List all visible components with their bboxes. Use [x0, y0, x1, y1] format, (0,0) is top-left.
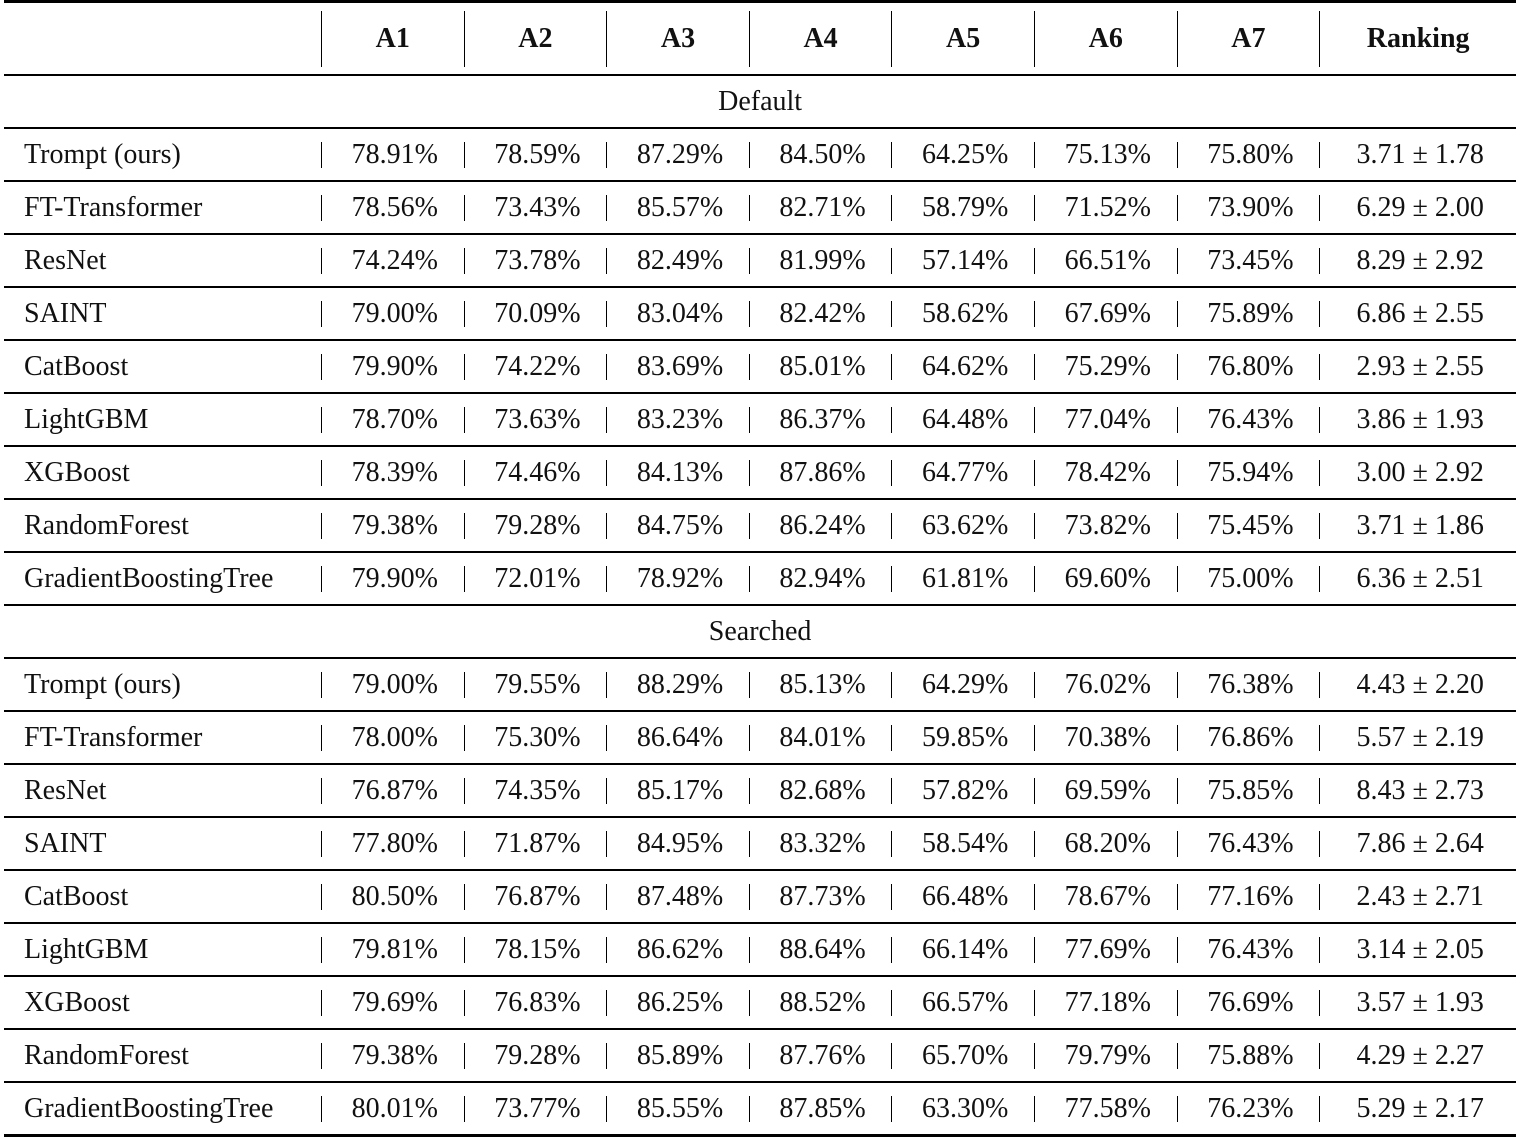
score-cell-a4: 82.68%: [749, 764, 892, 817]
score-cell-a1: 78.39%: [321, 446, 464, 499]
score-cell-a6: 77.69%: [1034, 923, 1177, 976]
score-cell-a4: 81.99%: [749, 234, 892, 287]
model-name: XGBoost: [24, 456, 130, 488]
model-name: CatBoost: [24, 350, 129, 382]
section-title: Searched: [4, 605, 1516, 658]
table-row: [4, 1029, 1516, 1082]
score-cell-a3: 85.57%: [606, 181, 749, 234]
score-cell-a5: 59.85%: [891, 711, 1034, 764]
section-header-row: [4, 75, 1516, 128]
score-cell-a3: 86.64%: [606, 711, 749, 764]
score-cell-a6: 75.13%: [1034, 128, 1177, 181]
score-cell-a2: 79.28%: [464, 1029, 607, 1082]
score-cell-a1: 79.00%: [321, 658, 464, 711]
score-cell-a1: 79.90%: [321, 552, 464, 605]
score-cell-a4: 88.64%: [749, 923, 892, 976]
table-header: [4, 2, 1516, 76]
score-cell-a7: 77.16%: [1177, 870, 1320, 923]
score-cell-a4: 86.24%: [749, 499, 892, 552]
score-cell-a3: 83.69%: [606, 340, 749, 393]
score-cell-a1: 79.38%: [321, 1029, 464, 1082]
score-cell-a3: 83.04%: [606, 287, 749, 340]
score-cell-a2: 79.55%: [464, 658, 607, 711]
score-cell-a7: 75.88%: [1177, 1029, 1320, 1082]
score-cell-a3: 85.89%: [606, 1029, 749, 1082]
score-cell-a1: 80.50%: [321, 870, 464, 923]
header-cell-a6: A6: [1034, 2, 1177, 76]
ranking-cell: 8.29 ± 2.92: [1319, 234, 1516, 287]
model-name: Trompt (ours): [24, 138, 181, 170]
score-cell-a3: 85.17%: [606, 764, 749, 817]
score-cell-a1: 78.91%: [321, 128, 464, 181]
table-row: [4, 181, 1516, 234]
model-name-cell: [4, 181, 321, 234]
model-name: GradientBoostingTree: [24, 562, 274, 594]
table-row: [4, 287, 1516, 340]
score-cell-a4: 87.85%: [749, 1082, 892, 1136]
score-cell-a2: 76.83%: [464, 976, 607, 1029]
model-name-cell: [4, 234, 321, 287]
score-cell-a2: 71.87%: [464, 817, 607, 870]
score-cell-a6: 78.42%: [1034, 446, 1177, 499]
table-row: [4, 1082, 1516, 1136]
model-name: CatBoost: [24, 880, 129, 912]
score-cell-a6: 67.69%: [1034, 287, 1177, 340]
score-cell-a6: 69.60%: [1034, 552, 1177, 605]
table-row: [4, 764, 1516, 817]
score-cell-a5: 64.77%: [891, 446, 1034, 499]
score-cell-a5: 57.82%: [891, 764, 1034, 817]
score-cell-a1: 79.81%: [321, 923, 464, 976]
score-cell-a3: 87.48%: [606, 870, 749, 923]
score-cell-a1: 78.70%: [321, 393, 464, 446]
score-cell-a7: 76.38%: [1177, 658, 1320, 711]
ranking-cell: 3.86 ± 1.93: [1319, 393, 1516, 446]
score-cell-a5: 65.70%: [891, 1029, 1034, 1082]
ranking-cell: 4.43 ± 2.20: [1319, 658, 1516, 711]
score-cell-a5: 61.81%: [891, 552, 1034, 605]
table-row: [4, 923, 1516, 976]
score-cell-a5: 64.25%: [891, 128, 1034, 181]
table-row: [4, 499, 1516, 552]
header-cell-ranking: Ranking: [1319, 2, 1516, 76]
model-name: LightGBM: [24, 933, 149, 965]
score-cell-a5: 58.54%: [891, 817, 1034, 870]
score-cell-a7: 76.23%: [1177, 1082, 1320, 1136]
table-row: [4, 340, 1516, 393]
score-cell-a7: 76.86%: [1177, 711, 1320, 764]
table-row: [4, 234, 1516, 287]
score-cell-a4: 82.42%: [749, 287, 892, 340]
header-cell-a3: A3: [606, 2, 749, 76]
score-cell-a3: 87.29%: [606, 128, 749, 181]
score-cell-a4: 87.76%: [749, 1029, 892, 1082]
score-cell-a1: 78.00%: [321, 711, 464, 764]
score-cell-a5: 63.62%: [891, 499, 1034, 552]
score-cell-a2: 73.63%: [464, 393, 607, 446]
score-cell-a7: 75.45%: [1177, 499, 1320, 552]
table-row: [4, 976, 1516, 1029]
header-cell-a1: A1: [321, 2, 464, 76]
model-name: SAINT: [24, 827, 107, 859]
header-cell-a4: A4: [749, 2, 892, 76]
score-cell-a6: 77.04%: [1034, 393, 1177, 446]
score-cell-a7: 76.43%: [1177, 817, 1320, 870]
score-cell-a7: 73.90%: [1177, 181, 1320, 234]
ranking-cell: 6.86 ± 2.55: [1319, 287, 1516, 340]
score-cell-a7: 76.43%: [1177, 393, 1320, 446]
header-cell-model: [4, 2, 321, 76]
model-name-cell: [4, 393, 321, 446]
score-cell-a7: 76.80%: [1177, 340, 1320, 393]
model-name: ResNet: [24, 244, 107, 276]
table-row: [4, 128, 1516, 181]
table-row: [4, 817, 1516, 870]
score-cell-a5: 66.14%: [891, 923, 1034, 976]
ranking-cell: 8.43 ± 2.73: [1319, 764, 1516, 817]
model-name-cell: [4, 446, 321, 499]
model-name-cell: [4, 287, 321, 340]
model-name-cell: [4, 658, 321, 711]
score-cell-a1: 79.38%: [321, 499, 464, 552]
score-cell-a7: 75.85%: [1177, 764, 1320, 817]
score-cell-a3: 85.55%: [606, 1082, 749, 1136]
score-cell-a6: 69.59%: [1034, 764, 1177, 817]
table-body: [4, 75, 1516, 1136]
score-cell-a1: 79.69%: [321, 976, 464, 1029]
ranking-cell: 6.29 ± 2.00: [1319, 181, 1516, 234]
score-cell-a7: 75.94%: [1177, 446, 1320, 499]
score-cell-a7: 75.00%: [1177, 552, 1320, 605]
model-name-cell: [4, 552, 321, 605]
score-cell-a5: 66.48%: [891, 870, 1034, 923]
score-cell-a4: 87.86%: [749, 446, 892, 499]
score-cell-a6: 73.82%: [1034, 499, 1177, 552]
model-name: RandomForest: [24, 509, 189, 541]
ranking-cell: 6.36 ± 2.51: [1319, 552, 1516, 605]
model-name-cell: [4, 711, 321, 764]
model-name-cell: [4, 817, 321, 870]
score-cell-a4: 86.37%: [749, 393, 892, 446]
score-cell-a5: 63.30%: [891, 1082, 1034, 1136]
score-cell-a4: 83.32%: [749, 817, 892, 870]
score-cell-a2: 79.28%: [464, 499, 607, 552]
score-cell-a6: 71.52%: [1034, 181, 1177, 234]
score-cell-a6: 75.29%: [1034, 340, 1177, 393]
table-row: [4, 446, 1516, 499]
score-cell-a1: 76.87%: [321, 764, 464, 817]
score-cell-a6: 77.18%: [1034, 976, 1177, 1029]
score-cell-a3: 84.75%: [606, 499, 749, 552]
score-cell-a7: 76.69%: [1177, 976, 1320, 1029]
model-name: FT-Transformer: [24, 721, 203, 753]
model-name-cell: [4, 764, 321, 817]
header-cell-a2: A2: [464, 2, 607, 76]
score-cell-a4: 82.71%: [749, 181, 892, 234]
score-cell-a5: 66.57%: [891, 976, 1034, 1029]
score-cell-a3: 84.95%: [606, 817, 749, 870]
ranking-cell: 5.29 ± 2.17: [1319, 1082, 1516, 1136]
score-cell-a2: 73.78%: [464, 234, 607, 287]
score-cell-a3: 86.25%: [606, 976, 749, 1029]
section-header-row: [4, 605, 1516, 658]
score-cell-a4: 85.13%: [749, 658, 892, 711]
ranking-cell: 5.57 ± 2.19: [1319, 711, 1516, 764]
model-name: Trompt (ours): [24, 668, 181, 700]
score-cell-a1: 77.80%: [321, 817, 464, 870]
score-cell-a6: 79.79%: [1034, 1029, 1177, 1082]
score-cell-a4: 87.73%: [749, 870, 892, 923]
model-name: XGBoost: [24, 986, 130, 1018]
ranking-cell: 4.29 ± 2.27: [1319, 1029, 1516, 1082]
model-name: SAINT: [24, 297, 107, 329]
score-cell-a1: 74.24%: [321, 234, 464, 287]
score-cell-a3: 78.92%: [606, 552, 749, 605]
score-cell-a6: 76.02%: [1034, 658, 1177, 711]
score-cell-a5: 64.62%: [891, 340, 1034, 393]
score-cell-a2: 70.09%: [464, 287, 607, 340]
table-row: [4, 393, 1516, 446]
score-cell-a4: 85.01%: [749, 340, 892, 393]
model-name: ResNet: [24, 774, 107, 806]
model-name-cell: [4, 1029, 321, 1082]
score-cell-a6: 78.67%: [1034, 870, 1177, 923]
score-cell-a1: 79.00%: [321, 287, 464, 340]
ranking-cell: 3.14 ± 2.05: [1319, 923, 1516, 976]
model-name-cell: [4, 340, 321, 393]
score-cell-a3: 88.29%: [606, 658, 749, 711]
score-cell-a6: 68.20%: [1034, 817, 1177, 870]
score-cell-a5: 64.29%: [891, 658, 1034, 711]
model-name-cell: [4, 870, 321, 923]
ranking-cell: 3.00 ± 2.92: [1319, 446, 1516, 499]
score-cell-a7: 73.45%: [1177, 234, 1320, 287]
header-cell-a5: A5: [891, 2, 1034, 76]
score-cell-a6: 77.58%: [1034, 1082, 1177, 1136]
table-row: [4, 711, 1516, 764]
model-name-cell: [4, 1082, 321, 1136]
score-cell-a7: 75.80%: [1177, 128, 1320, 181]
score-cell-a1: 78.56%: [321, 181, 464, 234]
model-name-cell: [4, 499, 321, 552]
ranking-cell: 3.71 ± 1.78: [1319, 128, 1516, 181]
model-name: RandomForest: [24, 1039, 189, 1071]
model-name: LightGBM: [24, 403, 149, 435]
score-cell-a7: 75.89%: [1177, 287, 1320, 340]
score-cell-a2: 78.15%: [464, 923, 607, 976]
score-cell-a6: 66.51%: [1034, 234, 1177, 287]
score-cell-a4: 84.01%: [749, 711, 892, 764]
score-cell-a1: 80.01%: [321, 1082, 464, 1136]
model-name: FT-Transformer: [24, 191, 203, 223]
score-cell-a2: 73.43%: [464, 181, 607, 234]
ranking-cell: 2.43 ± 2.71: [1319, 870, 1516, 923]
score-cell-a3: 82.49%: [606, 234, 749, 287]
table-row: [4, 658, 1516, 711]
score-cell-a2: 72.01%: [464, 552, 607, 605]
section-title: Default: [4, 75, 1516, 128]
score-cell-a2: 75.30%: [464, 711, 607, 764]
ranking-cell: 7.86 ± 2.64: [1319, 817, 1516, 870]
score-cell-a5: 58.79%: [891, 181, 1034, 234]
score-cell-a2: 74.22%: [464, 340, 607, 393]
header-row: [4, 2, 1516, 76]
score-cell-a3: 86.62%: [606, 923, 749, 976]
results-table: [4, 0, 1516, 1137]
table-row: [4, 552, 1516, 605]
model-name-cell: [4, 976, 321, 1029]
score-cell-a4: 88.52%: [749, 976, 892, 1029]
score-cell-a7: 76.43%: [1177, 923, 1320, 976]
score-cell-a5: 64.48%: [891, 393, 1034, 446]
ranking-cell: 3.71 ± 1.86: [1319, 499, 1516, 552]
model-name: GradientBoostingTree: [24, 1092, 274, 1124]
score-cell-a5: 58.62%: [891, 287, 1034, 340]
score-cell-a2: 74.35%: [464, 764, 607, 817]
score-cell-a3: 84.13%: [606, 446, 749, 499]
score-cell-a6: 70.38%: [1034, 711, 1177, 764]
score-cell-a2: 74.46%: [464, 446, 607, 499]
ranking-cell: 2.93 ± 2.55: [1319, 340, 1516, 393]
score-cell-a4: 82.94%: [749, 552, 892, 605]
score-cell-a5: 57.14%: [891, 234, 1034, 287]
table-row: [4, 870, 1516, 923]
score-cell-a4: 84.50%: [749, 128, 892, 181]
header-cell-a7: A7: [1177, 2, 1320, 76]
score-cell-a2: 78.59%: [464, 128, 607, 181]
model-name-cell: [4, 923, 321, 976]
score-cell-a1: 79.90%: [321, 340, 464, 393]
model-name-cell: [4, 128, 321, 181]
score-cell-a3: 83.23%: [606, 393, 749, 446]
ranking-cell: 3.57 ± 1.93: [1319, 976, 1516, 1029]
score-cell-a2: 76.87%: [464, 870, 607, 923]
score-cell-a2: 73.77%: [464, 1082, 607, 1136]
